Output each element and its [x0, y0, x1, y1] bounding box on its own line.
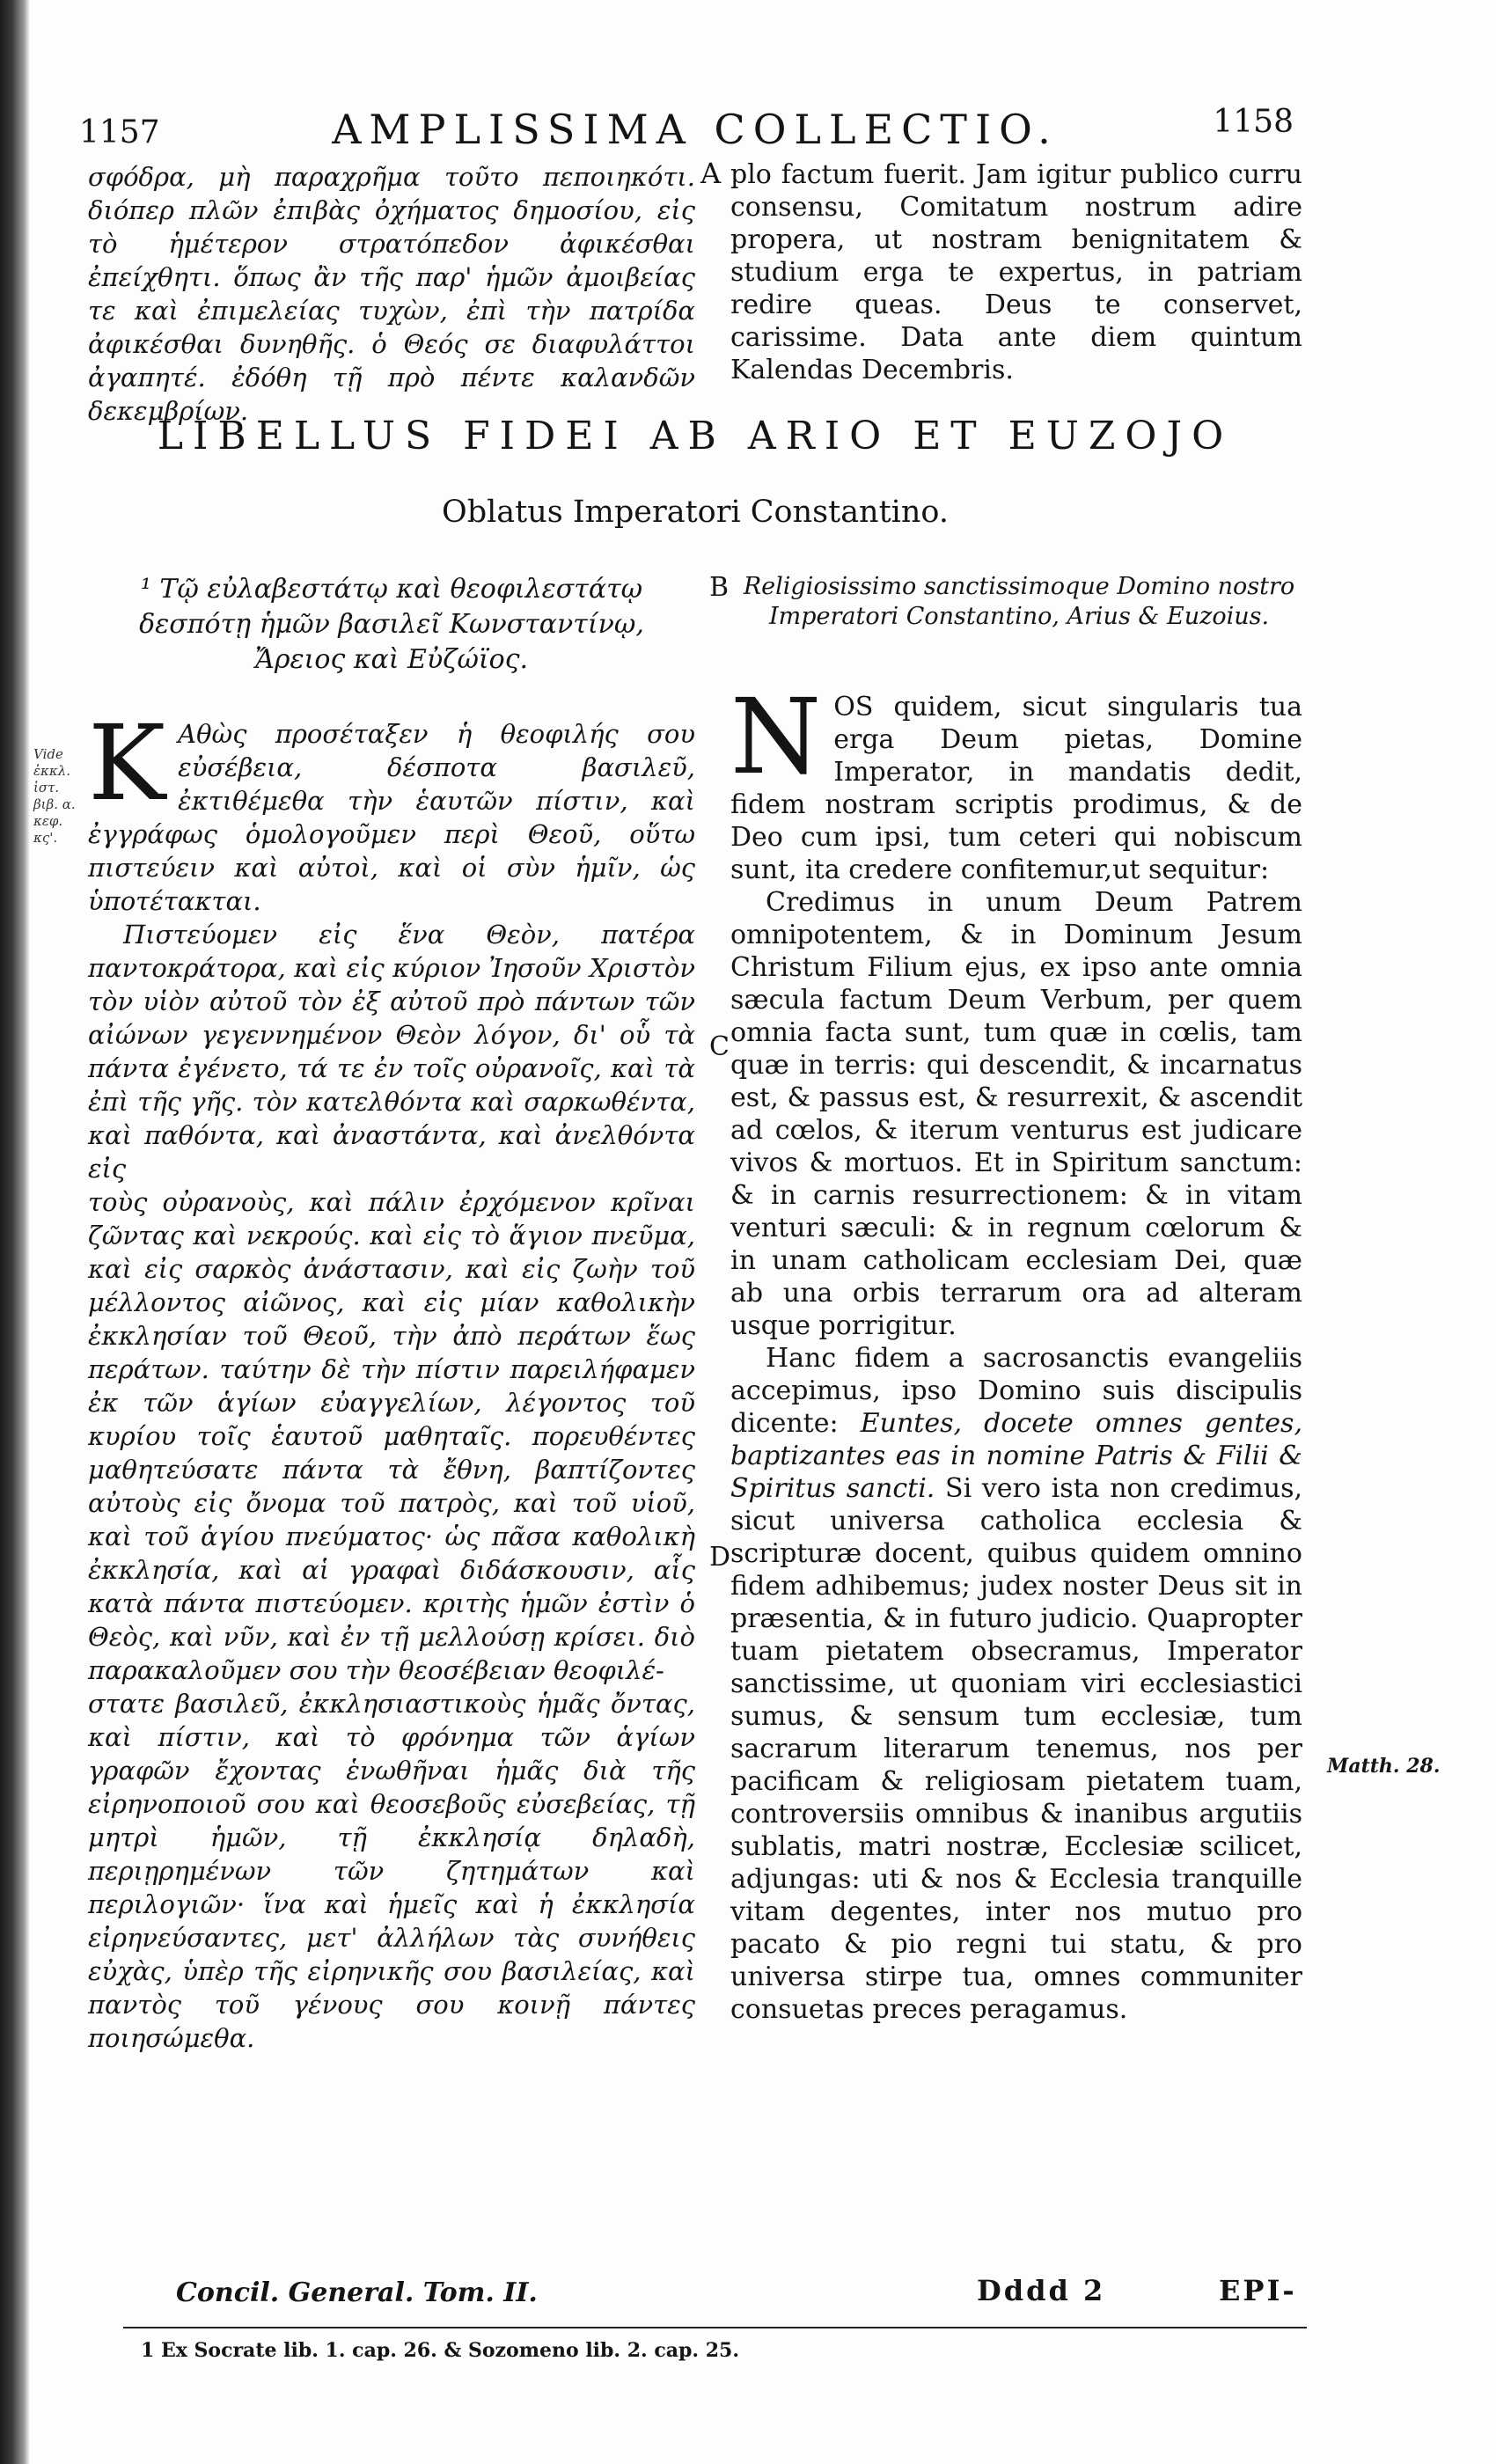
- running-head: [79, 99, 1294, 151]
- greek-drop-cap: K: [88, 702, 166, 824]
- prev-letter-latin-text: plo factum fuerit. Jam igitur publico curru consensu, Comitatum nostrum adire propera, ut nostram benignitatem & studium erga te expertus, in patriam redire queas. Deus te conservet, carissime. Data ante diem quintum Kalendas Decembris.: [730, 159, 1302, 385]
- latin-creed-column: [730, 676, 1302, 2026]
- greek-paragraph-1: Αθὼς προσέταξεν ἡ θεοφιλής σου εὐσέβεια, δέσποτα βασιλεῦ, ἐκτιθέμεθα τὴν ἑαυτῶν πίστιν, καὶ ἐγγράφως ὁμολογοῦμεν περὶ Θεοῦ, οὕτω πιστεύειν καὶ αὐτοὶ, καὶ οἱ σὺν ἡμῖν, ὡς ὑποτέτακται.: [88, 719, 695, 916]
- greek-creed-column: [88, 702, 695, 2055]
- latin-paragraph-3-start: Hanc fidem a sacrosanctis evangeliis accepimus, ipso Domino suis discipulis dicente:: [730, 1343, 1302, 1439]
- section-marker-b: B: [709, 572, 730, 603]
- footer-signature-mark: Dddd 2: [977, 2274, 1106, 2307]
- greek-paragraph-2c: στατε βασιλεῦ, ἐκκλησιαστικοὺς ἡμᾶς ὄντας, καὶ πίστιν, καὶ τὸ φρόνημα τῶν ἁγίων γραφῶν ἔχοντας ἑνωθῆναι ἡμᾶς διὰ τῆς εἰρηνοποιοῦ σου καὶ θεοσεβοῦς εὐσεβείας, τῇ μητρὶ ἡμῶν, τῇ ἐκκλησίᾳ δηλαδὴ, περιῃρημένων τῶν ζητημάτων καὶ περιλογιῶν· ἵνα καὶ ἡμεῖς καὶ ἡ ἐκκλησία εἰρηνεύσαντες, μετ' ἀλλήλων τὰς συνήθεις εὐχὰς, ὑπὲρ τῆς εἰρηνικῆς σου βασιλείας, καὶ παντὸς τοῦ γένους σου κοινῇ πάντες ποιησώμεθα.: [88, 1689, 695, 2053]
- footer-catchword: EPI-: [1219, 2274, 1297, 2307]
- greek-address-text: ¹ Τῷ εὐλαβεστάτῳ καὶ θεοφιλεστάτῳ δεσπότῃ ἡμῶν βασιλεῖ Κωνσταντίνῳ, Ἄρειος καὶ Εὐζώϊος.: [139, 574, 644, 675]
- latin-paragraph-2: Credimus in unum Deum Patrem omnipotentem, & in Dominum Jesum Christum Filium ejus, ex ipso ante omnia sæcula factum Deum Verbum, per quem omnia facta sunt, tum quæ in cœlis, tam quæ in terris: qui descendit, & incarnatus est, & passus est, & resurrexit, & ascendit ad cœlos, & iterum venturus est judicare vivos & mortuos. Et in Spiritum sanctum: & in carnis resurrectionem: & in vitam venturi sæculi: & in regnum cœlorum & in unam catholicam ecclesiam Dei, quæ ab una orbis terrarum ora ad alteram usque porrigitur.: [730, 887, 1302, 1341]
- document-subtitle: Oblatus Imperatori Constantino.: [442, 495, 949, 530]
- latin-paragraph-3: [730, 1342, 1302, 2026]
- section-marker-c: C: [709, 1031, 730, 1062]
- latin-first-paragraph: [730, 676, 1302, 886]
- greek-address: [106, 572, 678, 678]
- latin-paragraph-1: OS quidem, sicut singularis tua erga Deum pietas, Domine Imperator, in mandatis dedit, fidem nostram scriptis prodimus, & de Deo cum ipsi, tum ceteri qui nobiscum sunt, ita credere confitemur,ut sequitur:: [730, 692, 1302, 885]
- page-number-left: 1157: [79, 114, 160, 150]
- scripture-reference: Matth. 28.: [1327, 1755, 1441, 1778]
- footer-rule: [123, 2327, 1307, 2328]
- prev-letter-latin: [730, 158, 1302, 386]
- latin-paragraph-3-end: Si vero ista non credimus, sicut universa catholica ecclesia & scripturæ docent, quibus quidem omnino fidem adhibemus; judex noster Deus sit in præsentia, & in futuro judicio. Quapropter tuam pietatem obsecramus, Imperator sanctissime, ut quoniam viri ecclesiastici sumus, & sensum tum ecclesiæ, tum sacrarum literarum tenemus, nos per pacificam & religiosam pietatem tuam, controversiis omnibus & inanibus argutiis sublatis, matri nostræ, Ecclesiæ scilicet, adjungas: uti & nos & Ecclesia tranquille vitam degentes, inter nos mutuo pro pacato & pio regni tui statu, & pro universa stirpe tua, omnes communiter consuetas preces peragamus.: [730, 1473, 1302, 2025]
- section-marker-d: D: [709, 1542, 731, 1573]
- greek-first-paragraph: [88, 702, 695, 918]
- latin-address-text: Religiosissimo sanctissimoque Domino nostro Imperatori Constantino, Arius & Euzoius.: [743, 573, 1295, 630]
- latin-address: [737, 572, 1301, 632]
- greek-paragraph-2b: τοὺς οὐρανοὺς, καὶ πάλιν ἐρχόμενον κρῖναι ζῶντας καὶ νεκρούς. καὶ εἰς τὸ ἅγιον πνεῦμα, καὶ εἰς σαρκὸς ἀνάστασιν, καὶ εἰς ζωὴν τοῦ μέλλοντος αἰῶνος, καὶ εἰς μίαν καθολικὴν ἐκκλησίαν τοῦ Θεοῦ, τὴν ἀπὸ περάτων ἕως περάτων. ταύτην δὲ τὴν πίστιν παρειλήφαμεν ἐκ τῶν ἁγίων εὐαγγελίων, λέγοντος τοῦ κυρίου τοῖς ἑαυτοῦ μαθηταῖς. πορευθέντες μαθητεύσατε πάντα τὰ ἔθνη, βαπτίζοντες αὐτοὺς εἰς ὄνομα τοῦ πατρὸς, καὶ τοῦ υἱοῦ, καὶ τοῦ ἁγίου πνεύματος· ὡς πᾶσα καθολικὴ ἐκκλησία, καὶ αἱ γραφαὶ διδάσκουσιν, αἷς κατὰ πάντα πιστεύομεν. κριτὴς ἡμῶν ἐστὶν ὁ Θεὸς, καὶ νῦν, καὶ ἐν τῇ μελλούσῃ κρίσει. διὸ παρακαλοῦμεν σου τὴν θεοσέβειαν θεοφιλέ-: [88, 1187, 695, 1685]
- latin-drop-cap: N: [730, 676, 822, 797]
- margin-note-greek-source: Vide ἐκκλ. ἱστ. βιβ. α. κεφ. κς'.: [33, 746, 76, 846]
- greek-paragraph-2a: Πιστεύομεν εἰς ἕνα Θεὸν, πατέρα παντοκράτορα, καὶ εἰς κύριον Ἰησοῦν Χριστὸν τὸν υἱὸν αὐτοῦ τὸν ἐξ αὐτοῦ πρὸ πάντων τῶν αἰώνων γεγεννημένον Θεὸν λόγον, δι' οὗ τὰ πάντα ἐγένετο, τά τε ἐν τοῖς οὐρανοῖς, καὶ τὰ ἐπὶ τῆς γῆς. τὸν κατελθόντα καὶ σαρκωθέντα, καὶ παθόντα, καὶ ἀναστάντα, καὶ ἀνελθόντα εἰς: [88, 920, 695, 1184]
- gospel-quotation: Euntes, docete omnes gentes, baptizantes eas in nomine Patris & Filii & Spiritus sancti.: [730, 1408, 1302, 1504]
- section-marker-a: A: [700, 157, 722, 190]
- footer-volume: Concil. General. Tom. II.: [176, 2277, 538, 2308]
- prev-letter-greek: [88, 160, 695, 428]
- running-title: AMPLISSIMA COLLECTIO.: [332, 106, 1059, 153]
- prev-letter-greek-text: σφόδρα, μὴ παραχρῆμα τοῦτο πεποιηκότι. διόπερ πλῶν ἐπιβὰς ὀχήματος δημοσίου, εἰς τὸ ἡμέτερον στρατόπεδον ἀφικέσθαι ἐπείχθητι. ὅπως ἂν τῆς παρ' ἡμῶν ἀμοιβείας τε καὶ ἐπιμελείας τυχὼν, ἐπὶ τὴν πατρίδα ἀφικέσθαι δυνηθῆς. ὁ Θεός σε διαφυλάττοι ἀγαπητέ. ἐδόθη τῇ πρὸ πέντε καλανδῶν δεκεμβρίων.: [88, 162, 695, 426]
- footnote: 1 Ex Socrate lib. 1. cap. 26. & Sozomeno lib. 2. cap. 25.: [141, 2339, 739, 2362]
- page-number-right: 1158: [1213, 104, 1294, 140]
- scan-binding-shadow: [0, 0, 30, 2464]
- document-title: LIBELLUS FIDEI AB ARIO ET EUZOJO: [157, 414, 1234, 458]
